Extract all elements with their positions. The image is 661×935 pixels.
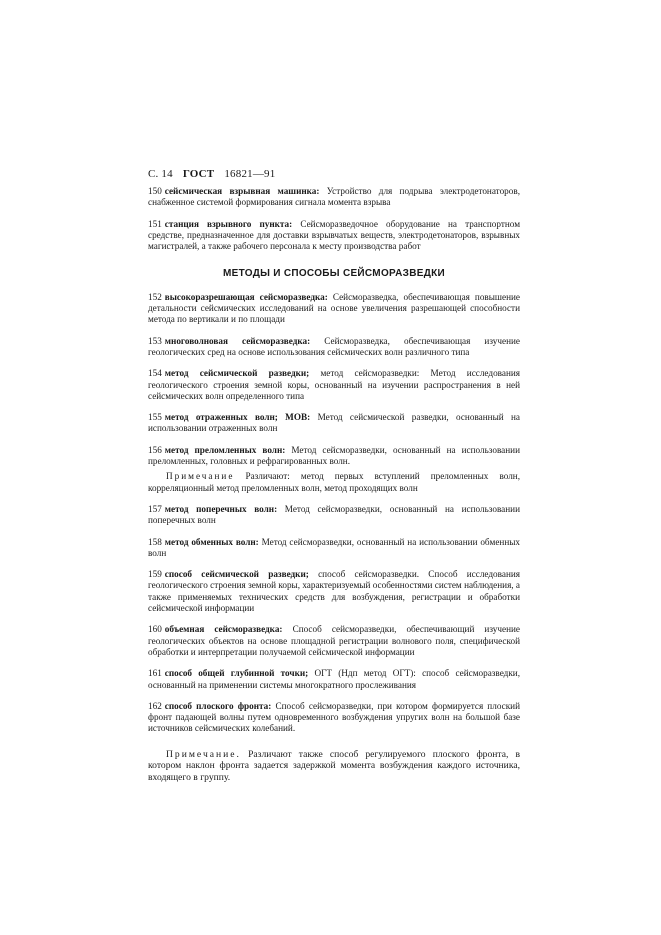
standard-label: ГОСТ [182, 168, 215, 180]
entry-term: станция взрывного пункта: [164, 218, 293, 229]
entry-definition: Устройство для подрыва электродетонаторов, снабженное системой формирования сигнала момента взрыва [148, 186, 520, 208]
entry-number: 152 [148, 291, 162, 302]
standard-number: 16821—91 [224, 168, 276, 180]
entry-number: 151 [148, 218, 162, 229]
entry-definition: Сейсморазведка, обеспечивающая изучение геологических сред на основе использования сейсмических волн различного типа [148, 335, 520, 357]
section-title: МЕТОДЫ И СПОСОБЫ СЕЙСМОРАЗВЕДКИ [222, 268, 446, 280]
document-body [148, 186, 520, 793]
note [148, 749, 520, 784]
page-number: С. 14 [148, 168, 173, 180]
entry-definition: ОГТ (Ндп метод ОГТ): способ сейсморазведки, основанный на применении системы многократного прослеживания [148, 668, 521, 690]
entry-term: способ плоского фронта: [164, 700, 272, 711]
entry-definition: Метод сейсморазведки, основанный на использовании обменных волн [148, 536, 521, 558]
entry-definition: Метод сейсмической разведки, основанный на использовании отраженных волн [148, 412, 521, 434]
term-entry [148, 668, 520, 691]
note [148, 471, 520, 494]
entry-number: 150 [148, 186, 162, 196]
entry-definition: Метод сейсморазведки, основанный на использовании поперечных волн [148, 503, 520, 526]
entry-term: метод сейсмической разведки; [164, 368, 310, 379]
term-entry [148, 624, 520, 658]
term-entry [148, 701, 520, 735]
entry-term: способ сейсмической разведки; [164, 569, 309, 580]
note-label: Примечание [166, 471, 235, 482]
entry-number: 153 [148, 335, 162, 346]
term-entry [148, 219, 520, 253]
entry-definition: Метод сейсморазведки, основанный на использовании преломленных, головных и рефрагированных волн. [148, 444, 521, 467]
entry-term: метод обменных волн: [164, 536, 259, 547]
entry-number: 155 [148, 412, 162, 423]
entry-term: способ общей глубинной точки; [164, 668, 309, 679]
entry-definition: Способ сейсморазведки, обеспечивающий изучение геологических объектов на основе площадной регистрации волнового поля, специфической обработки и интерпретации получаемой сейсмической информации [148, 624, 520, 657]
note-text: Различают: метод первых вступлений преломленных волн, корреляционный метод преломленных волн, метод проходящих волн [148, 471, 520, 493]
entry-definition: способ сейсморазведки. Способ исследования геологического строения земной коры, характеризуемый особенностями систем наблюдения, а также применяемых технических средств для возбуждения, регистрации и обработки сейсмической информации [148, 569, 520, 614]
entry-term: метод отраженных волн; МОВ: [164, 412, 311, 423]
term-entry [148, 504, 520, 527]
entry-definition: Сейсморазведочное оборудование на транспортном средстве, предназначенное для доставки взрывчатых веществ, электродетонаторов, взрывных магистралей, а также рабочего персонала к месту производства работ [148, 218, 521, 252]
entry-number: 154 [148, 368, 162, 379]
entry-number: 159 [148, 569, 162, 580]
entry-number: 157 [148, 503, 162, 514]
entry-term: сейсмическая взрывная машинка: [164, 186, 320, 196]
entry-definition: метод сейсморазведки: Метод исследования геологического строения земной коры, основанный на изучении распространения в ней сейсмических волн определенного типа [148, 368, 521, 401]
term-entry [148, 368, 520, 402]
entry-number: 161 [148, 668, 162, 679]
page-header [148, 168, 275, 180]
entry-number: 156 [148, 444, 162, 455]
term-entry [148, 336, 520, 359]
entry-number: 162 [148, 700, 162, 711]
entry-number: 160 [148, 624, 162, 635]
entry-term: метод поперечных волн: [164, 503, 278, 514]
entry-term: высокоразрешающая сейсморазведка: [164, 291, 328, 302]
term-entry [148, 569, 520, 614]
entry-term: объемная сейсморазведка: [164, 624, 283, 635]
entry-definition: Способ сейсморазведки, при котором формируется плоский фронт падающей волны путем одновременного возбуждения упругих волн на большой базе источников сейсмических колебаний. [148, 700, 521, 734]
note-text: Различают также способ регулируемого плоского фронта, в котором наклон фронта задается задержкой момента возбуждения каждого источника, входящего в группу. [148, 748, 521, 783]
term-entry [148, 186, 520, 209]
note-label: Примечание. [166, 748, 241, 760]
term-entry [148, 292, 520, 326]
term-entry [148, 412, 520, 435]
entry-definition: Сейсморазведка, обеспечивающая повышение детальности сейсмических исследований на основе увеличения разрешающей способности метода по вертикали и по площади [148, 291, 520, 325]
entry-term: метод преломленных волн: [164, 444, 286, 455]
term-entry [148, 445, 520, 468]
term-entry [148, 537, 520, 560]
entry-term: многоволновая сейсморазведка: [164, 335, 311, 346]
entry-number: 158 [148, 536, 162, 547]
